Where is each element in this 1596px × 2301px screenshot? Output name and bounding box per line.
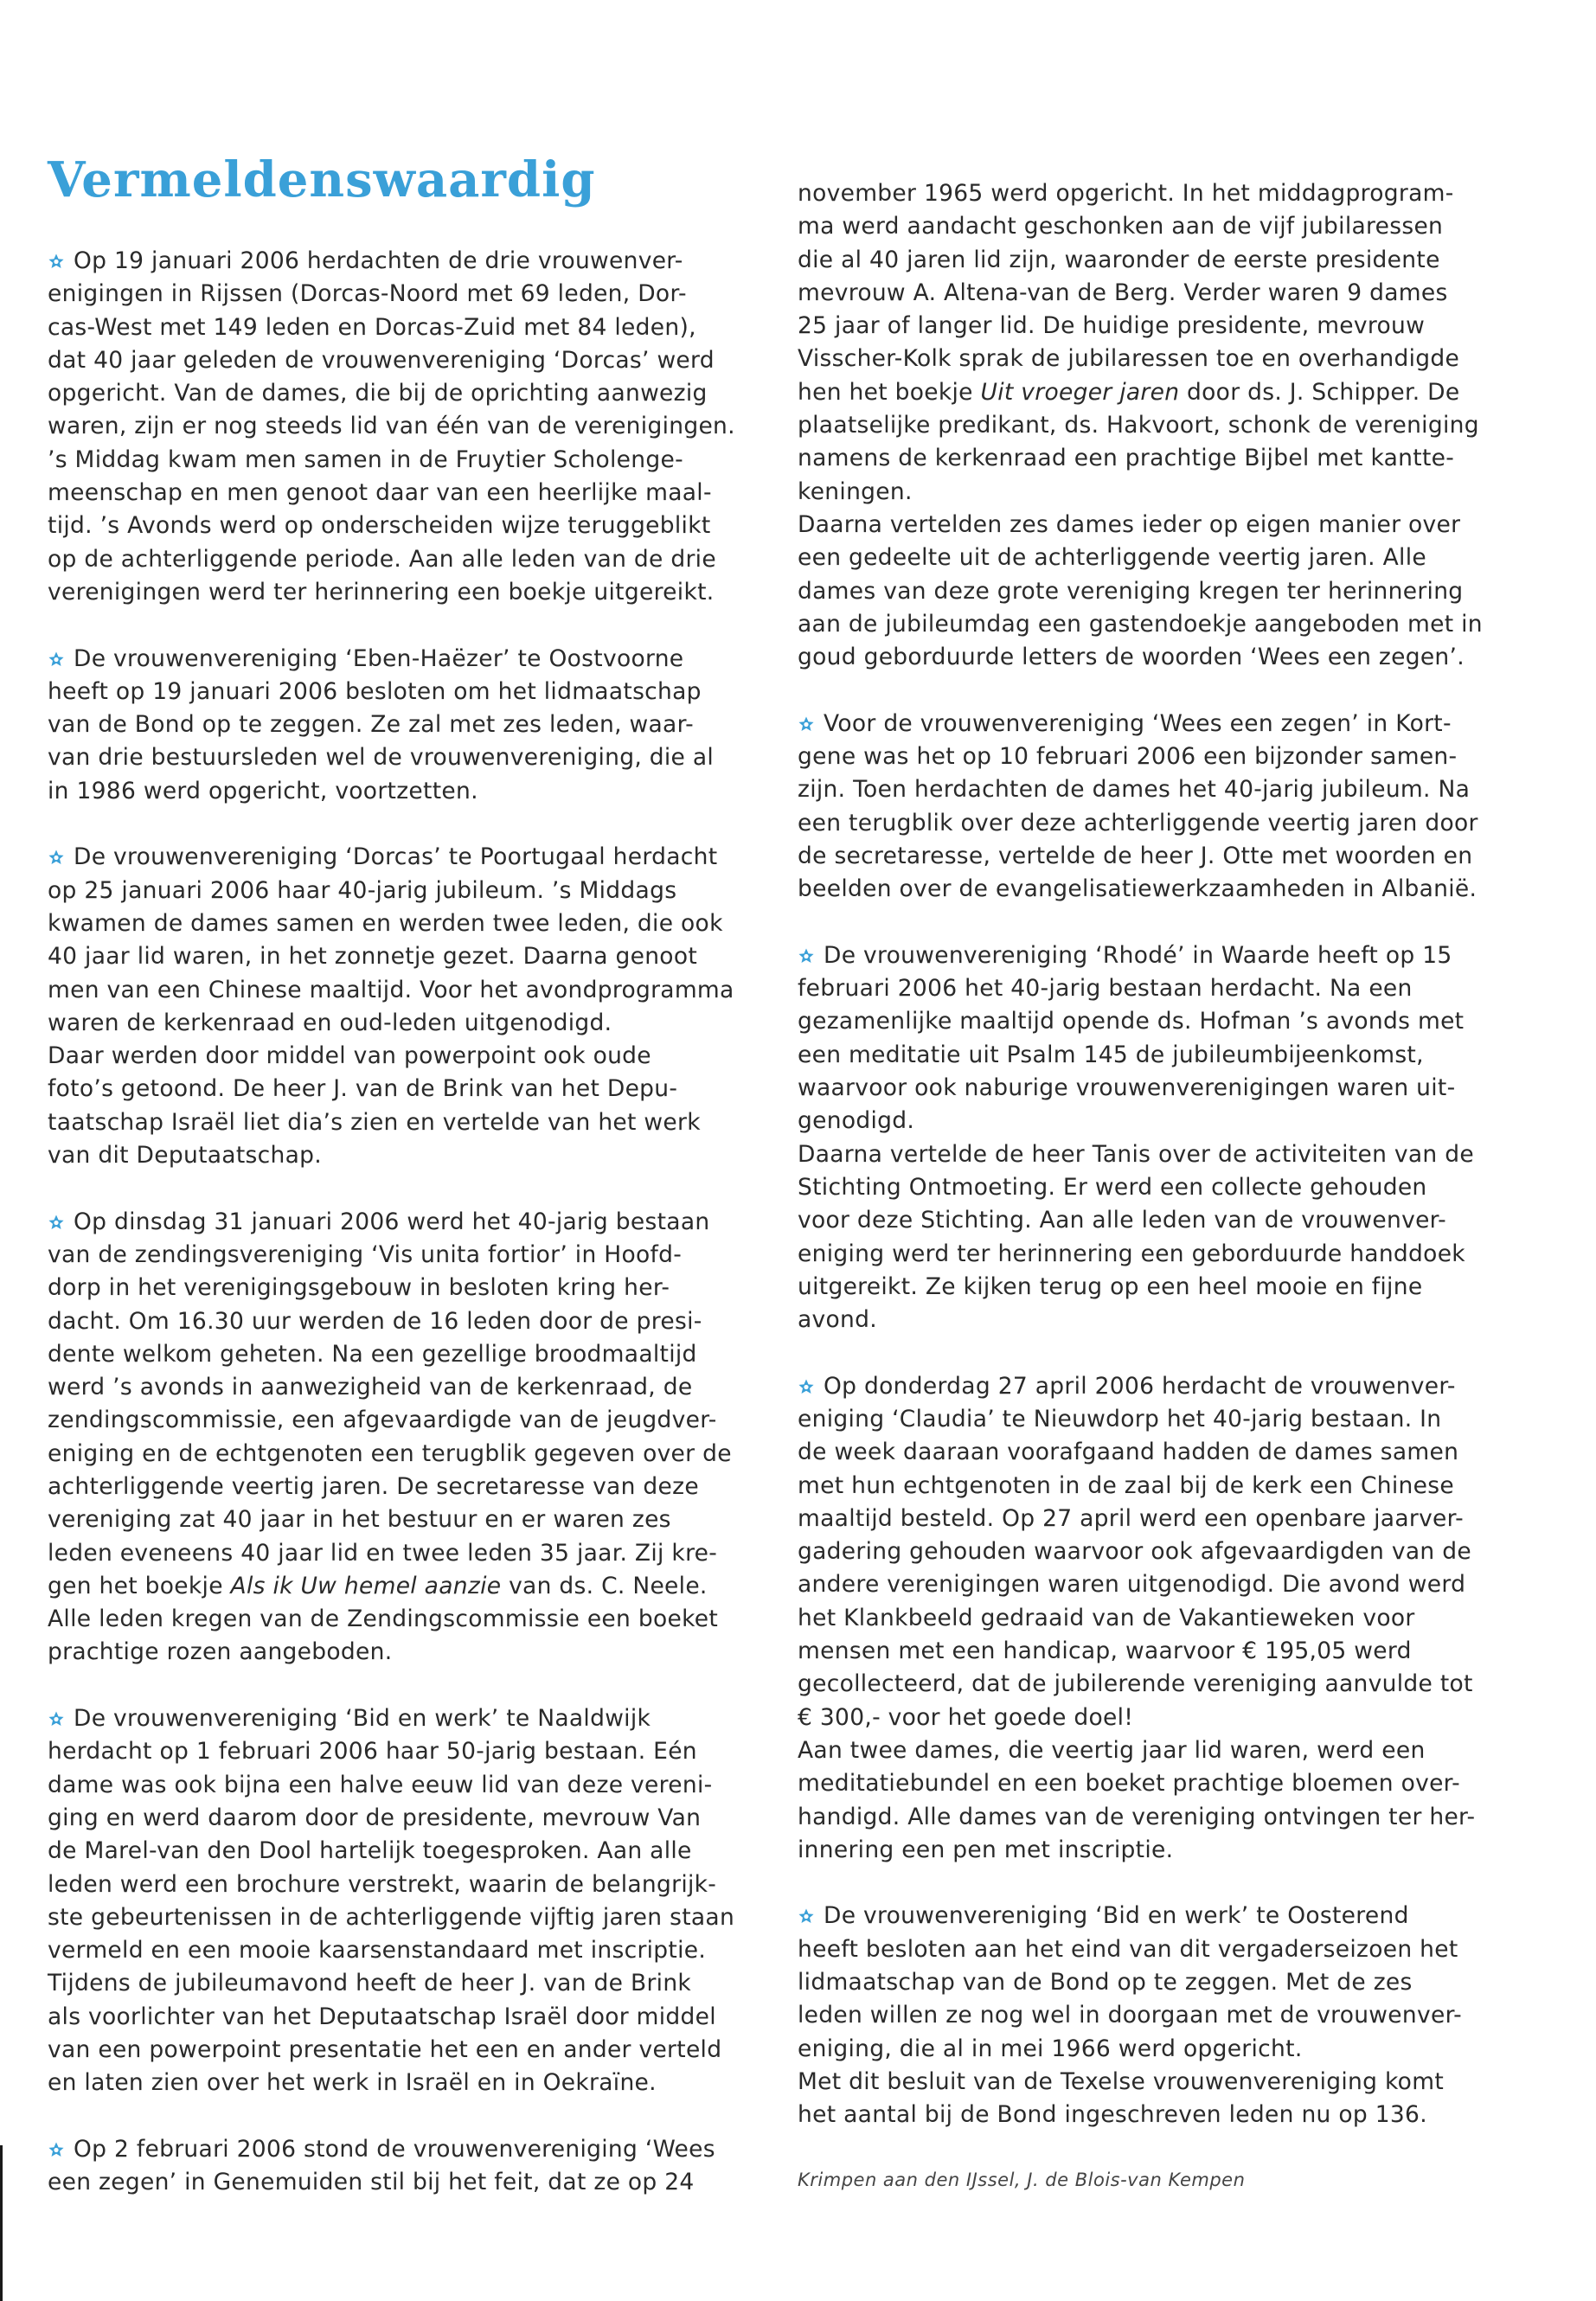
text-line-content: verenigingen werd ter herinnering een boekje uitgereikt.	[48, 578, 715, 606]
book-line	[48, 1570, 757, 1603]
text-line-content: de secretaresse, vertelde de heer J. Otte met woorden en	[798, 842, 1473, 869]
news-item-kortgene	[798, 708, 1516, 907]
text-line-content: Alle leden kregen van de Zendingscommissie een boeket	[48, 1606, 719, 1633]
text-line-content: die al 40 jaren lid zijn, waaronder de eerste presidente	[798, 246, 1440, 273]
book-line-post: van ds. C. Neele.	[501, 1572, 708, 1599]
news-item-hoofddorp	[48, 1206, 757, 1670]
text-line	[798, 2099, 1516, 2131]
text-line-content: 25 jaar of langer lid. De huidige presidente, mevrouw	[798, 312, 1426, 340]
text-line	[48, 477, 757, 510]
text-line-content: De vrouwenvereniging ‘Dorcas’ te Poortugaal herdacht	[74, 843, 718, 871]
text-line	[48, 676, 757, 708]
text-line-content: opgericht. Van de dames, die bij de oprichting aanwezig	[48, 380, 708, 407]
text-line	[48, 2034, 757, 2067]
text-line-content: in 1986 werd opgericht, voortzetten.	[48, 777, 478, 804]
text-line	[48, 741, 757, 774]
text-line	[48, 1438, 757, 1471]
text-line-content: achterliggende veertig jaren. De secretaresse van deze	[48, 1472, 699, 1500]
text-line	[48, 974, 757, 1007]
text-line	[48, 940, 757, 973]
text-line-content: beelden over de evangelisatiewerkzaamheden in Albanië.	[798, 875, 1477, 903]
text-line-content: een terugblik over deze achterliggende veertig jaren door	[798, 809, 1478, 836]
text-line-content: mensen met een handicap, waarvoor € 195,05 werd	[798, 1638, 1412, 1665]
text-line	[798, 1966, 1516, 1999]
text-line-content: namens de kerkenraad een prachtige Bijbel met kantte-	[798, 445, 1455, 472]
text-line	[798, 244, 1516, 277]
text-line-content: dat 40 jaar geleden de vrouwenvereniging ‘Dorcas’ werd	[48, 346, 715, 374]
text-line-content: een gedeelte uit de achterliggende veertig jaren. Alle	[798, 544, 1426, 572]
text-line	[798, 2033, 1516, 2066]
text-line	[798, 1436, 1516, 1469]
star-bullet-icon	[48, 849, 65, 866]
text-line-content: dames van deze grote vereniging kregen ter herinnering	[798, 577, 1464, 605]
text-line-content: vermeld en een mooie kaarsenstandaard met inscriptie.	[48, 1937, 707, 1965]
text-line	[798, 1999, 1516, 2032]
genemuiden-lines	[798, 177, 1516, 376]
text-line	[48, 1404, 757, 1437]
text-line-content: heeft op 19 januari 2006 besloten om het lidmaatschap	[48, 677, 702, 705]
text-line-content: Daarna vertelden zes dames ieder op eigen manier over	[798, 510, 1461, 538]
text-line	[798, 177, 1516, 210]
text-line	[48, 1868, 757, 1901]
text-line	[48, 1967, 757, 2000]
text-line	[798, 1734, 1516, 1767]
text-line-content: aan de jubileumdag een gastendoekje aangeboden met in	[798, 610, 1483, 638]
text-line-content: maaltijd besteld. Op 27 april werd een openbare jaarver-	[798, 1504, 1465, 1532]
text-line	[798, 608, 1516, 641]
text-line	[48, 1934, 757, 1967]
text-line-content: november 1965 werd opgericht. In het middagprogram-	[798, 180, 1454, 207]
text-line-content: lidmaatschap van de Bond op te zeggen. Met de zes	[798, 1969, 1413, 1997]
text-line-content: Op donderdag 27 april 2006 herdacht de vrouwenver-	[824, 1372, 1456, 1400]
text-line	[48, 875, 757, 907]
text-line-content: ma werd aandacht geschonken aan de vijf jubilaressen	[798, 213, 1444, 240]
text-line	[48, 311, 757, 344]
text-line-content: het Klankbeeld gedraaid van de Vakantieweken voor	[798, 1604, 1415, 1631]
news-item-genemuiden-continued	[798, 177, 1516, 674]
text-line-content: dorp in het verenigingsgebouw in besloten kring her-	[48, 1274, 670, 1302]
page-title: Vermeldenswaardig	[48, 151, 596, 208]
text-line-content: keningen.	[798, 478, 913, 505]
text-line	[798, 1138, 1516, 1171]
text-line	[798, 807, 1516, 840]
text-line-content: 40 jaar lid waren, in het zonnetje gezet. Daarna genoot	[48, 943, 698, 971]
star-bullet-icon	[48, 1710, 65, 1727]
text-line-content: een meditatie uit Psalm 145 de jubileumbijeenkomst,	[798, 1041, 1424, 1068]
text-line-content: heeft besloten aan het eind van dit vergaderseizoen het	[798, 1935, 1458, 1963]
text-line	[798, 1801, 1516, 1834]
author-credit: Krimpen aan den IJssel, J. de Blois-van Kempen	[798, 2170, 1246, 2190]
text-line-content: Daarna vertelde de heer Tanis over de activiteiten van de	[798, 1140, 1474, 1168]
text-line-content: mevrouw A. Altena-van de Berg. Verder waren 9 dames	[798, 279, 1448, 306]
text-line	[48, 1106, 757, 1139]
text-line-content: op de achterliggende periode. Aan alle leden van de drie	[48, 545, 716, 573]
text-line	[798, 1503, 1516, 1535]
text-line	[48, 444, 757, 477]
text-line-content: foto’s getoond. De heer J. van de Brink van het Depu-	[48, 1075, 678, 1103]
text-line-content: Op 2 februari 2006 stond de vrouwenvereniging ‘Wees	[74, 2135, 715, 2163]
text-line	[798, 476, 1516, 509]
text-line-content: als voorlichter van het Deputaatschap Israël door middel	[48, 2003, 716, 2030]
text-line-content: De vrouwenvereniging ‘Bid en werk’ te Oosterend	[824, 1902, 1409, 1930]
text-line-content: werd ’s avonds in aanwezigheid van de kerkenraad, de	[48, 1374, 693, 1401]
text-line	[798, 343, 1516, 375]
star-bullet-icon	[48, 1214, 65, 1231]
text-line	[48, 410, 757, 443]
text-line	[48, 1305, 757, 1338]
text-line-content: van drie bestuursleden wel de vrouwenvereniging, die al	[48, 744, 715, 772]
text-line	[798, 1668, 1516, 1701]
text-line-content: op 25 januari 2006 haar 40-jarig jubileum. ’s Middags	[48, 876, 677, 904]
news-item-nieuwdorp	[798, 1370, 1516, 1867]
text-line	[798, 1105, 1516, 1138]
star-bullet-icon	[798, 715, 815, 733]
text-line-content: waarvoor ook naburige vrouwenverenigingen waren uit-	[798, 1074, 1456, 1102]
text-line-content: taatschap Israël liet dia’s zien en vertelde van het werk	[48, 1108, 701, 1136]
genemuiden-lines-end	[798, 409, 1516, 674]
book-title: Uit vroeger jaren	[980, 378, 1180, 406]
text-line	[48, 1471, 757, 1503]
text-line-content: genodigd.	[798, 1107, 915, 1135]
book-line-post: door ds. J. Schipper. De	[1179, 378, 1460, 406]
text-line	[48, 1769, 757, 1802]
text-line-content: Visscher-Kolk sprak de jubilaressen toe en overhandigde	[798, 345, 1460, 373]
page-edge	[0, 2145, 3, 2301]
text-line	[48, 1802, 757, 1835]
text-line	[798, 1834, 1516, 1867]
text-line-content: De vrouwenvereniging ‘Eben-Haëzer’ te Oostvoorne	[74, 644, 684, 672]
text-line	[798, 1171, 1516, 1204]
text-line	[798, 409, 1516, 442]
text-line-content: € 300,- voor het goede doel!	[798, 1703, 1134, 1731]
text-line	[798, 1470, 1516, 1503]
text-line	[48, 1007, 757, 1040]
text-line-content: een zegen’ in Genemuiden stil bij het feit, dat ze op 24	[48, 2169, 695, 2196]
text-line	[798, 1568, 1516, 1601]
text-line-content: enigingen in Rijssen (Dorcas-Noord met 69 leden, Dor-	[48, 280, 687, 308]
text-line	[798, 1370, 1516, 1403]
text-line-content: gezamenlijke maaltijd opende ds. Hofman ’s avonds met	[798, 1008, 1465, 1035]
text-line	[48, 2001, 757, 2034]
text-line	[798, 575, 1516, 608]
text-line	[48, 1537, 757, 1570]
text-line-content: met hun echtgenoten in de zaal bij de kerk een Chinese	[798, 1471, 1454, 1499]
text-line	[48, 377, 757, 410]
text-line	[798, 1933, 1516, 1966]
text-line	[48, 643, 757, 676]
text-line	[48, 1272, 757, 1304]
text-line-content: Stichting Ontmoeting. Er werd een collecte gehouden	[798, 1173, 1427, 1201]
text-line	[798, 1005, 1516, 1038]
text-line	[798, 1271, 1516, 1304]
text-line	[798, 1767, 1516, 1800]
star-bullet-icon	[798, 947, 815, 965]
text-line-content: meenschap en men genoot daar van een heerlijke maal-	[48, 479, 712, 507]
text-line-content: eniging, die al in mei 1966 werd opgericht.	[798, 2035, 1303, 2062]
news-item-genemuiden	[48, 2133, 757, 2200]
text-line-content: uitgereikt. Ze kijken terug op een heel mooie en fijne	[798, 1272, 1423, 1300]
text-line	[48, 2133, 757, 2166]
text-line-content: eniging werd ter herinnering een geborduurde handdoek	[798, 1240, 1465, 1267]
text-line	[798, 1702, 1516, 1734]
text-line-content: Op 19 januari 2006 herdachten de drie vrouwenver-	[74, 247, 683, 274]
text-line	[798, 1535, 1516, 1568]
text-line	[798, 1039, 1516, 1072]
text-line	[798, 1403, 1516, 1436]
text-line-content: Met dit besluit van de Texelse vrouwenvereniging komt	[798, 2067, 1445, 2095]
text-line	[798, 2066, 1516, 2099]
text-line	[48, 1835, 757, 1868]
text-line	[798, 1204, 1516, 1237]
text-line	[48, 245, 757, 278]
text-line	[48, 708, 757, 741]
text-line	[798, 939, 1516, 972]
news-item-waarde	[798, 939, 1516, 1337]
star-bullet-icon	[798, 1378, 815, 1395]
text-line-content: het aantal bij de Bond ingeschreven leden nu op 136.	[798, 2101, 1427, 2129]
text-line-content: vereniging zat 40 jaar in het bestuur en er waren zes	[48, 1506, 671, 1534]
text-line	[798, 442, 1516, 475]
text-line	[48, 775, 757, 808]
text-line-content: kwamen de dames samen en werden twee leden, die ook	[48, 909, 723, 937]
text-line-content: cas-West met 149 leden en Dorcas-Zuid met 84 leden),	[48, 313, 696, 341]
text-line	[48, 2166, 757, 2199]
text-line	[48, 907, 757, 940]
text-line	[798, 1238, 1516, 1271]
text-line-content: dame was ook bijna een halve eeuw lid van deze vereni-	[48, 1771, 713, 1798]
text-line	[798, 509, 1516, 542]
text-line-content: ’s Middag kwam men samen in de Fruytier Scholenge-	[48, 445, 683, 473]
news-item-oosterend	[798, 1900, 1516, 2131]
text-line	[798, 277, 1516, 310]
text-line	[798, 542, 1516, 574]
text-line-content: ging en werd daarom door de presidente, mevrouw Van	[48, 1804, 702, 1831]
text-line-content: dacht. Om 16.30 uur werden de 16 leden door de presi-	[48, 1307, 702, 1335]
text-line-content: gecollecteerd, dat de jubilerende vereniging aanvulde tot	[798, 1670, 1473, 1698]
text-line-content: innering een pen met inscriptie.	[798, 1836, 1174, 1863]
text-line-content: van een powerpoint presentatie het een en ander verteld	[48, 2036, 722, 2064]
text-line	[798, 210, 1516, 243]
news-item-poortugaal	[48, 841, 757, 1172]
text-line-content: men van een Chinese maaltijd. Voor het avondprogramma	[48, 976, 734, 1003]
text-line-content: Tijdens de jubileumavond heeft de heer J. van de Brink	[48, 1970, 692, 1997]
text-line	[798, 873, 1516, 906]
text-line-content: eniging ‘Claudia’ te Nieuwdorp het 40-jarig bestaan. In	[798, 1405, 1442, 1433]
text-line-content: Aan twee dames, die veertig jaar lid waren, werd een	[798, 1736, 1426, 1764]
text-line-content: februari 2006 het 40-jarig bestaan herdacht. Na een	[798, 975, 1413, 1003]
text-line-content: waren de kerkenraad en oud-leden uitgenodigd.	[48, 1009, 612, 1036]
book-line-pre: hen het boekje	[798, 378, 981, 406]
text-line-content: van de Bond op te zeggen. Ze zal met zes leden, waar-	[48, 711, 694, 739]
text-line-content: de week daaraan voorafgaand hadden de dames samen	[798, 1439, 1459, 1466]
text-line	[48, 344, 757, 377]
text-line-content: gene was het op 10 februari 2006 een bijzonder samen-	[798, 743, 1458, 771]
text-line	[48, 1206, 757, 1239]
text-line-content: Voor de vrouwenvereniging ‘Wees een zegen’ in Kort-	[824, 709, 1452, 737]
text-line	[48, 1503, 757, 1536]
text-line	[48, 1636, 757, 1669]
text-line-content: De vrouwenvereniging ‘Rhodé’ in Waarde heeft op 15	[824, 941, 1452, 969]
book-title: Als ik Uw hemel aanzie	[230, 1572, 502, 1599]
text-line-content: gadering gehouden waarvoor ook afgevaardigden van de	[798, 1538, 1471, 1566]
text-line	[48, 278, 757, 311]
text-line	[798, 1602, 1516, 1635]
text-line	[48, 576, 757, 609]
star-bullet-icon	[48, 651, 65, 668]
news-item-hoofddorp-lines	[48, 1206, 757, 1570]
text-line	[48, 2067, 757, 2099]
text-line	[48, 1371, 757, 1404]
text-line-content: leden eveneens 40 jaar lid en twee leden 35 jaar. Zij kre-	[48, 1539, 718, 1567]
text-line	[798, 1304, 1516, 1336]
text-line	[798, 1072, 1516, 1105]
text-line	[48, 1040, 757, 1073]
text-line-content: herdacht op 1 februari 2006 haar 50-jarig bestaan. Eén	[48, 1738, 697, 1766]
text-line	[798, 972, 1516, 1005]
text-line-content: waren, zijn er nog steeds lid van één van de verenigingen.	[48, 413, 735, 440]
text-line	[798, 641, 1516, 674]
text-line-content: Op dinsdag 31 januari 2006 werd het 40-jarig bestaan	[74, 1208, 710, 1235]
text-line-content: zijn. Toen herdachten de dames het 40-jarig jubileum. Na	[798, 776, 1471, 804]
book-line-pre: gen het boekje	[48, 1572, 231, 1599]
text-line	[798, 840, 1516, 873]
text-line-content: van dit Deputaatschap.	[48, 1142, 322, 1170]
text-line	[48, 543, 757, 576]
star-bullet-icon	[48, 253, 65, 270]
star-bullet-icon	[798, 1907, 815, 1925]
text-line-content: voor deze Stichting. Aan alle leden van de vrouwenver-	[798, 1207, 1447, 1234]
text-line-content: avond.	[798, 1306, 877, 1334]
text-line	[48, 510, 757, 542]
star-bullet-icon	[48, 2141, 65, 2158]
text-line-content: andere verenigingen waren uitgenodigd. Die avond werd	[798, 1571, 1466, 1599]
text-line	[48, 1239, 757, 1272]
right-column	[798, 177, 1516, 2165]
text-line-content: tijd. ’s Avonds werd op onderscheiden wijze teruggeblikt	[48, 512, 711, 540]
text-line-content: goud geborduurde letters de woorden ‘Wees een zegen’.	[798, 644, 1465, 671]
text-line-content: meditatiebundel en een boeket prachtige bloemen over-	[798, 1770, 1461, 1798]
text-line-content: leden werd een brochure verstrekt, waarin de belangrijk-	[48, 1870, 717, 1898]
text-line-content: van de zendingsvereniging ‘Vis unita fortior’ in Hoofd-	[48, 1240, 683, 1268]
text-line	[798, 740, 1516, 773]
text-line	[798, 1635, 1516, 1668]
text-line-content: de Marel-van den Dool hartelijk toegesproken. Aan alle	[48, 1837, 692, 1865]
text-line	[48, 1702, 757, 1735]
text-line	[48, 841, 757, 874]
text-line-content: handigd. Alle dames van de vereniging ontvingen ter her-	[798, 1803, 1476, 1830]
text-line-content: en laten zien over het werk in Israël en in Oekraïne.	[48, 2069, 657, 2097]
text-line-content: zendingscommissie, een afgevaardigde van de jeugdver-	[48, 1407, 717, 1434]
text-line	[798, 708, 1516, 740]
text-line	[798, 1900, 1516, 1932]
text-line-content: ste gebeurtenissen in de achterliggende vijftig jaren staan	[48, 1903, 735, 1931]
text-line	[48, 1338, 757, 1371]
text-line	[48, 1139, 757, 1172]
text-line	[48, 1603, 757, 1636]
text-line-content: De vrouwenvereniging ‘Bid en werk’ te Naaldwijk	[74, 1705, 651, 1733]
text-line-content: leden willen ze nog wel in doorgaan met de vrouwenver-	[798, 2002, 1462, 2029]
text-line	[798, 310, 1516, 343]
text-line-content: Daar werden door middel van powerpoint ook oude	[48, 1042, 651, 1070]
news-item-naaldwijk	[48, 1702, 757, 2100]
text-line-content: plaatselijke predikant, ds. Hakvoort, schonk de vereniging	[798, 412, 1479, 439]
news-item-rijssen	[48, 245, 757, 609]
book-line	[798, 376, 1516, 409]
news-item-hoofddorp-end	[48, 1603, 757, 1670]
text-line	[48, 1901, 757, 1934]
left-column	[48, 245, 757, 2233]
text-line-content: eniging en de echtgenoten een terugblik gegeven over de	[48, 1439, 732, 1467]
text-line-content: dente welkom geheten. Na een gezellige broodmaaltijd	[48, 1340, 697, 1368]
text-line-content: prachtige rozen aangeboden.	[48, 1638, 393, 1666]
news-item-oostvoorne	[48, 643, 757, 808]
text-line	[798, 773, 1516, 806]
text-line	[48, 1073, 757, 1106]
text-line	[48, 1735, 757, 1768]
